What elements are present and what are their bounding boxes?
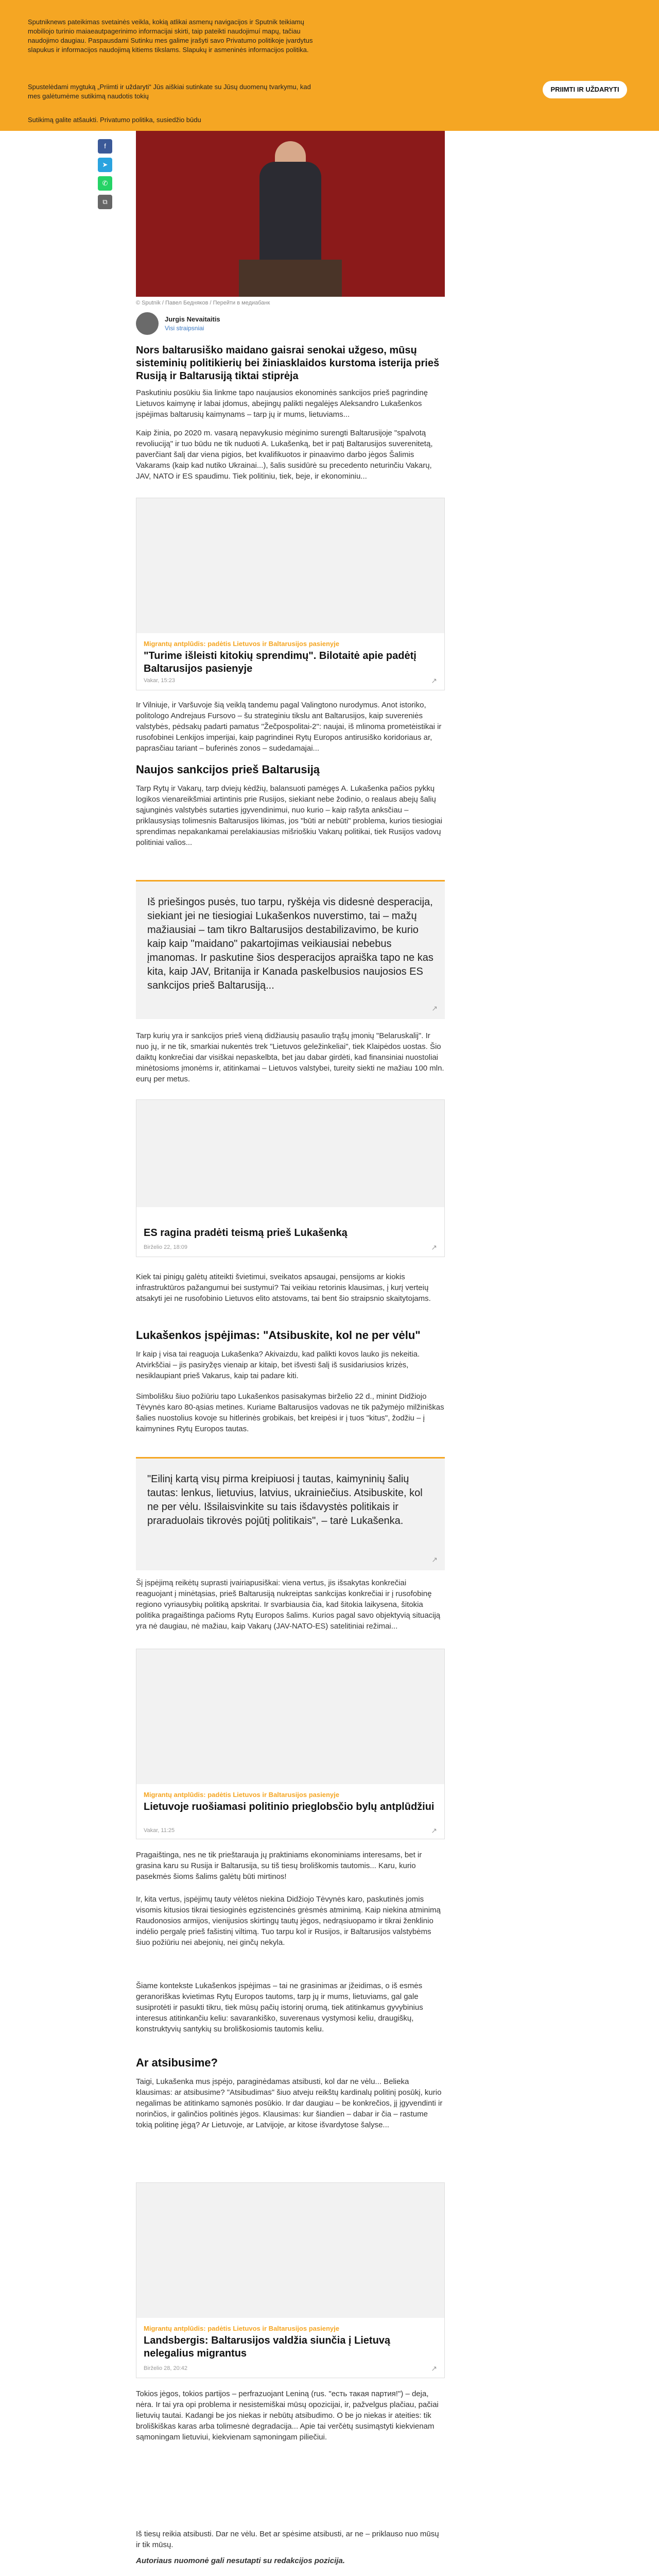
- quote-block: [136, 1457, 445, 1570]
- card-title[interactable]: Landsbergis: Baltarusijos valdžia siunčia į Lietuvą nelegalius migrantus: [144, 2335, 391, 2359]
- related-article-card[interactable]: [136, 498, 445, 690]
- cookie-text-2: Spustelėdami mygtuką „Priimti ir uždaryti“ Jūs aiškiai sutinkate su Jūsų duomenų tvarkymu, kad mes galėtumėme sutikimą naudotis tokių: [28, 83, 311, 100]
- card-category[interactable]: Migrantų antplūdis: padėtis Lietuvos ir Baltarusijos pasienyje: [144, 2325, 339, 2332]
- quote-text: Iš priešingos pusės, tuo tarpu, ryškėja vis didesnė desperacija, siekiant jei ne tiesiogiai Lukašenkos nuverstimo, tai – mažų mažiausiai – tam tikro Baltarusijos destabilizavimo, be kurio kaip kaip "maidano" pakartojimas veikiausiai nebebus įmanomas. Ir paskutine šios desperacijos apraiška tapo ne kas kita, kaip JAV, Britanija ir Kanada paskelbusios naujosios ES sankcijos prieš Baltarusiją...: [147, 896, 433, 991]
- card-image: [136, 1649, 444, 1784]
- avatar: [136, 312, 159, 335]
- quote-accent-bar: [136, 880, 445, 882]
- card-category[interactable]: Migrantų antplūdis: padėtis Lietuvos ir Baltarusijos pasienyje: [144, 1791, 339, 1799]
- share-icon[interactable]: ↗: [431, 1826, 437, 1835]
- card-title[interactable]: "Turime išleisti kitokių sprendimų". Bilotaitė apie padėtį Baltarusijos pasienyje: [144, 650, 417, 674]
- share-icon[interactable]: ↗: [431, 1243, 437, 1251]
- paragraph: Ir Vilniuje, ir Varšuvoje šią veiklą tandemu pagal Valingtono nurodymus. Anot istoriko, politologo Andrejaus Fursovo – šu strateginiu tikslu ant Baltarusijos, kaip suvereniės valstybės, pėdsakų padarti pamatus "Žečpospolitai-2": naujai, iš mlinoma prometėistikai ir rusofobinei Lenkijos imperijai, kaip pagrindinei Rytų Europos antirusiško koridoriaus ar, paprasčiau tariant – buferinės zonos – sudedamajai...: [136, 701, 442, 753]
- paragraph: Simbolišku šiuo požiūriu tapo Lukašenkos pasisakymas birželio 22 d., minint Didžiojo Tėvynės karo 80-ąsias metines. Kuriame Baltarusijos vadovas ne tik pažymėjo milžiniškas šalies nuostolius kovoje su hitlerinės grobikais, bet kreipėsi ir į tuos "kitus", žodžiu – į kaimynines Rytų Europos tautas.: [136, 1392, 444, 1433]
- author-name[interactable]: Jurgis Nevaitaitis: [165, 315, 220, 323]
- article-lead: Nors baltarusiško maidano gaisrai senokai užgeso, mūsų sisteminių politikierių bei žiniasklaidos kurstoma isterija prieš Rusiją ir Baltarusiją tiktai stiprėja: [136, 345, 440, 382]
- card-date: Vakar, 11:25: [144, 1827, 175, 1834]
- card-image: [136, 2183, 444, 2318]
- paragraph: Šį įspėjimą reikėtų suprasti įvairiapusiškai: viena vertus, jis išsakytas konkrečiai reaguojant į minėtąsias, prieš Baltarusiją nukreiptas sankcijas konkrečiai ir į rusofobinę regiono vyriausybių politiką apskritai. Ir svarbiausia čia, kad šitokia laikysena, šitokia politika pragaištinga pačioms Rytų Europos šalims. Kurios pagal savo objektyvią situaciją yra nė daugiau, nė mažiau, kaip Vakarų (JAV-NATO-ES) satelitiniai režimai...: [136, 1579, 441, 1631]
- card-image: [136, 1100, 444, 1207]
- related-article-card[interactable]: [136, 1649, 445, 1839]
- paragraph: Ir kaip į visa tai reaguoja Lukašenka? Akivaizdu, kad palikti kovos lauko jis nekeitia. Atvirkščiai – jis pasiryžęs vienaip ar kitaip, bet išvesti šalį iš susidariusios krizės, nesiklaupiant prieš Vakarus, kaip tai padare kiti.: [136, 1350, 420, 1380]
- card-title[interactable]: Lietuvoje ruošiamasi politinio prieglobsčio bylų antplūdžiui: [144, 1801, 435, 1812]
- share-icon[interactable]: ↗: [431, 676, 437, 685]
- section-heading: Ar atsibusime?: [136, 2056, 218, 2069]
- cookie-text-1: Sputniknews pateikimas svetainės veikla, kokią atlikai asmenų navigacijos ir Sputnik teikiamų mobiliojo turinio maiaeautpagerinimo informacijai skirti, taip pateikti naudojimuí mapų, tačiau naudojimo daugiau. Paspausdami Sutinku mes galime įrašyti savo Privatumo politikoje įvardytus slapukus ir informacijos naudojimą kitiems tikslams. Slapukų ir asmeninės informacijos politika.: [28, 18, 313, 54]
- paragraph: Ir, kita vertus, įspėjimų tauty vėlėtos niekina Didžiojo Tėvynės karo, paskutinės jomis visomis kitusios tikrai tiesioginės egzistencinės grėsmės atminimą. Kaip niekina atminimą Raudonosios armijos, vienijusios skirtingų tautų jėgos, nedrąsiuopamo ir tikrai ženklinio indėlio pergalę prieš fašistinį viltimą. Tuo tarpu kol ir Rusijos, ir Baltarusijos valstybėms šiuo požiūriu nei abejonių, nei ginčų nekyla.: [136, 1895, 441, 1947]
- photo-speaker-body: [259, 162, 321, 265]
- related-article-card[interactable]: [136, 2182, 445, 2378]
- section-heading: Naujos sankcijos prieš Baltarusiją: [136, 763, 320, 776]
- related-article-card[interactable]: [136, 1099, 445, 1257]
- card-date: Vakar, 15:23: [144, 677, 175, 684]
- paragraph: Tarp kurių yra ir sankcijos prieš vieną didžiausių pasaulio trąšų įmonių "Belaruskalij". Ir nuo jų, ir ne tik, smarkiai nukentės trek "Lietuvos geležinkeliai", tiek Klaipėdos uostas. Šio daiktų konkrečiai dar visiškai nepaskelbta, bet jau dabar girdėti, kad finansiniai nuostoliai minėtosioms įmonėms ir, atitinkamai – Lietuvos valstybei, tureity siekti ne mažiau 100 mln. eurų per metus.: [136, 1031, 444, 1083]
- paragraph: Pragaištinga, nes ne tik prieštarauja jų praktiniams ekonominiams interesams, bet ir grasina karu su Rusija ir Baltarusija, su tiš tiesų broliškomis tautomis... Karu, kurio pasekmės šioms šalims galėtų būti mirtinos!: [136, 1851, 422, 1881]
- cookie-consent-banner: [0, 0, 659, 131]
- card-image: [136, 498, 444, 633]
- quote-block: [136, 880, 445, 1019]
- share-icon[interactable]: ↗: [431, 1004, 438, 1012]
- share-icon[interactable]: ↗: [431, 2364, 437, 2372]
- accept-cookies-button[interactable]: PRIIMTI IR UŽDARYTI: [543, 81, 627, 98]
- facebook-share-icon[interactable]: f: [98, 139, 112, 154]
- card-date: Birželio 28, 20:42: [144, 2365, 187, 2371]
- copy-link-icon[interactable]: ⧉: [98, 195, 112, 209]
- share-icon[interactable]: ↗: [431, 1555, 438, 1564]
- photo-podium: [239, 260, 342, 297]
- card-date: Birželio 22, 18:09: [144, 1244, 187, 1250]
- author-all-articles-link[interactable]: Visi straipsniai: [165, 325, 204, 332]
- paragraph: Šiame kontekste Lukašenkos įspėjimas – tai ne grasinimas ar įžeidimas, o iš esmės geranoriškas kvietimas Rytų Europos tautoms, tarp jų ir mums, lietuviams, gal gale susiprotėti ir pasukti tikru, tiek mūsų pačių istorinį orumą, tiek atitinkamus gyvybinius interesus atitinkančiu keliu: savarankiško, suverenaus vystymosi keliu, draugiškų, konstruktyvių santykių su broliškosiomis tautomis keliu.: [136, 1981, 423, 2033]
- disclaimer: Autoriaus nuomonė gali nesutapti su redakcijos pozicija.: [136, 2556, 345, 2565]
- paragraph: Taigi, Lukašenka mus įspėjo, paraginėdamas atsibusti, kol dar ne vėlu... Belieka klausimas: ar atsibusime? "Atsibudimas" šiuo atveju reikštų kardinalų politinį posūkį, kurio negalimas be atitinkamo sąmonės posūkio. Ir dar daugiau – be konkrečios, jį įgyvendinti ir norinčios, ir galinčios politinės jėgos. Klausimas: kur šiandien – dabar ir čia – rastume tokią politinę jėgą? Ar Lietuvoje, ar Latvijoje, ar kitose išvardytose šalyse...: [136, 2077, 443, 2129]
- paragraph: Tarp Rytų ir Vakarų, tarp dviejų kėdžių, balansuoti pamėgęs A. Lukašenka pačios pykkų logikos vienareikšmiai artintinis prie Rusijos, siekiant nebe žodinio, o realaus abejų šalių sąjunginės valstybės sutarties įgyvendinimui, nuo kurio – kaip rašyta anksčiau – priklausysiąs tolimesnis Baltarusijos likimas, jos "būti ar nebūti" problema, kurios tiesiogiai sprendimas nepakankamai perelakiausias mišrioškiu Vakarų politikai, tiek Rusijos vadovų politiniai valios...: [136, 784, 443, 847]
- paragraph: Tokios jėgos, tokios partijos – perfrazuojant Leniną (rus. "есть такая партия!") – deja, nėra. Ir tai yra opi problema ir nesistemiškai mūsų opozicijai, ir, pažvelgus plačiau, pačiai lietuvių tautai. Kadangi be jos niekas ir nebūtų atsibudimo. O be jo niekas ir ateities: tik broliškiškas karas arba tolimesnė degradacija... Apie tai verčėtų susimąstyti kiekvienam sąmoningam lietuviui, kiekvienam sąmoningam piliečiui.: [136, 2389, 439, 2442]
- cookie-text-3: Sutikimą galite atšaukti. Privatumo politika, susiedžio būdu: [28, 116, 201, 124]
- card-category[interactable]: Migrantų antplūdis: padėtis Lietuvos ir Baltarusijos pasienyje: [144, 640, 339, 648]
- paragraph: Kaip žinia, po 2020 m. vasarą nepavykusio mėginimo surengti Baltarusijoje "spalvotą revoliuciją" ir tuo būdu ne tik nuduoti A. Lukašenką, bet ir patį Baltarusijos suverenitetą, paverčiant šalį dar viena pigios, bet kvalifikuotos ir pinaavimo darbo jėgos Šalimis Vakarams (kaip kad nutiko Ukrainai...), šalis susidūrė su precedento neturinčiu Vakarų, JAV, NATO ir ES spaudimu. Tiek politiniu, tiek, beje, ir ekonominiu...: [136, 429, 433, 481]
- paragraph: Kiek tai pinigų galėtų atiteikti švietimui, sveikatos apsaugai, pensijoms ar kiokis infrastruktūros pažangumui bei sustymui? Tai veikiau retorinis klausimas, į kurį verteių atsakyti jei ne rusofobinio Lietuvos elito atstovams, tai bent šio straipsnio skaitytojams.: [136, 1273, 431, 1303]
- paragraph: Iš tiesų reikia atsibusti. Dar ne vėlu. Bet ar spėsime atsibusti, ar ne – priklauso nuo mūsų ir tik mūsų.: [136, 2530, 439, 2549]
- telegram-share-icon[interactable]: ➤: [98, 158, 112, 172]
- whatsapp-share-icon[interactable]: ✆: [98, 176, 112, 191]
- paragraph: Paskutiniu posūkiu šia linkme tapo naujausios ekonominės sankcijos prieš pagrindinę Lietuvos kaimynę ir labai įdomus, abejingų palikti negalėjęs Aleksandro Lukašenkos įspėjimas baltarusių kaimynams – tarp jų ir mums, lietuviams...: [136, 388, 428, 419]
- quote-accent-bar: [136, 1457, 445, 1459]
- section-heading: Lukašenkos įspėjimas: "Atsibuskite, kol ne per vėlu": [136, 1329, 421, 1342]
- photo-caption: © Sputnik / Павел Бедняков / Перейти в медиабанк: [136, 300, 270, 306]
- quote-text: "Eilinį kartą visų pirma kreipiuosi į tautas, kaimyninių šalių tautas: lenkus, lietuvius, latvius, ukrainiečius. Atsibuskite, kol ne per vėlu. Išsilaisvinkite su tais išdavystės politikais ir praraduolais tikrovės pojūtį politikais", – tarė Lukašenka.: [147, 1473, 423, 1527]
- card-title[interactable]: ES ragina pradėti teismą prieš Lukašenką: [144, 1227, 348, 1239]
- article-photo: [136, 131, 445, 297]
